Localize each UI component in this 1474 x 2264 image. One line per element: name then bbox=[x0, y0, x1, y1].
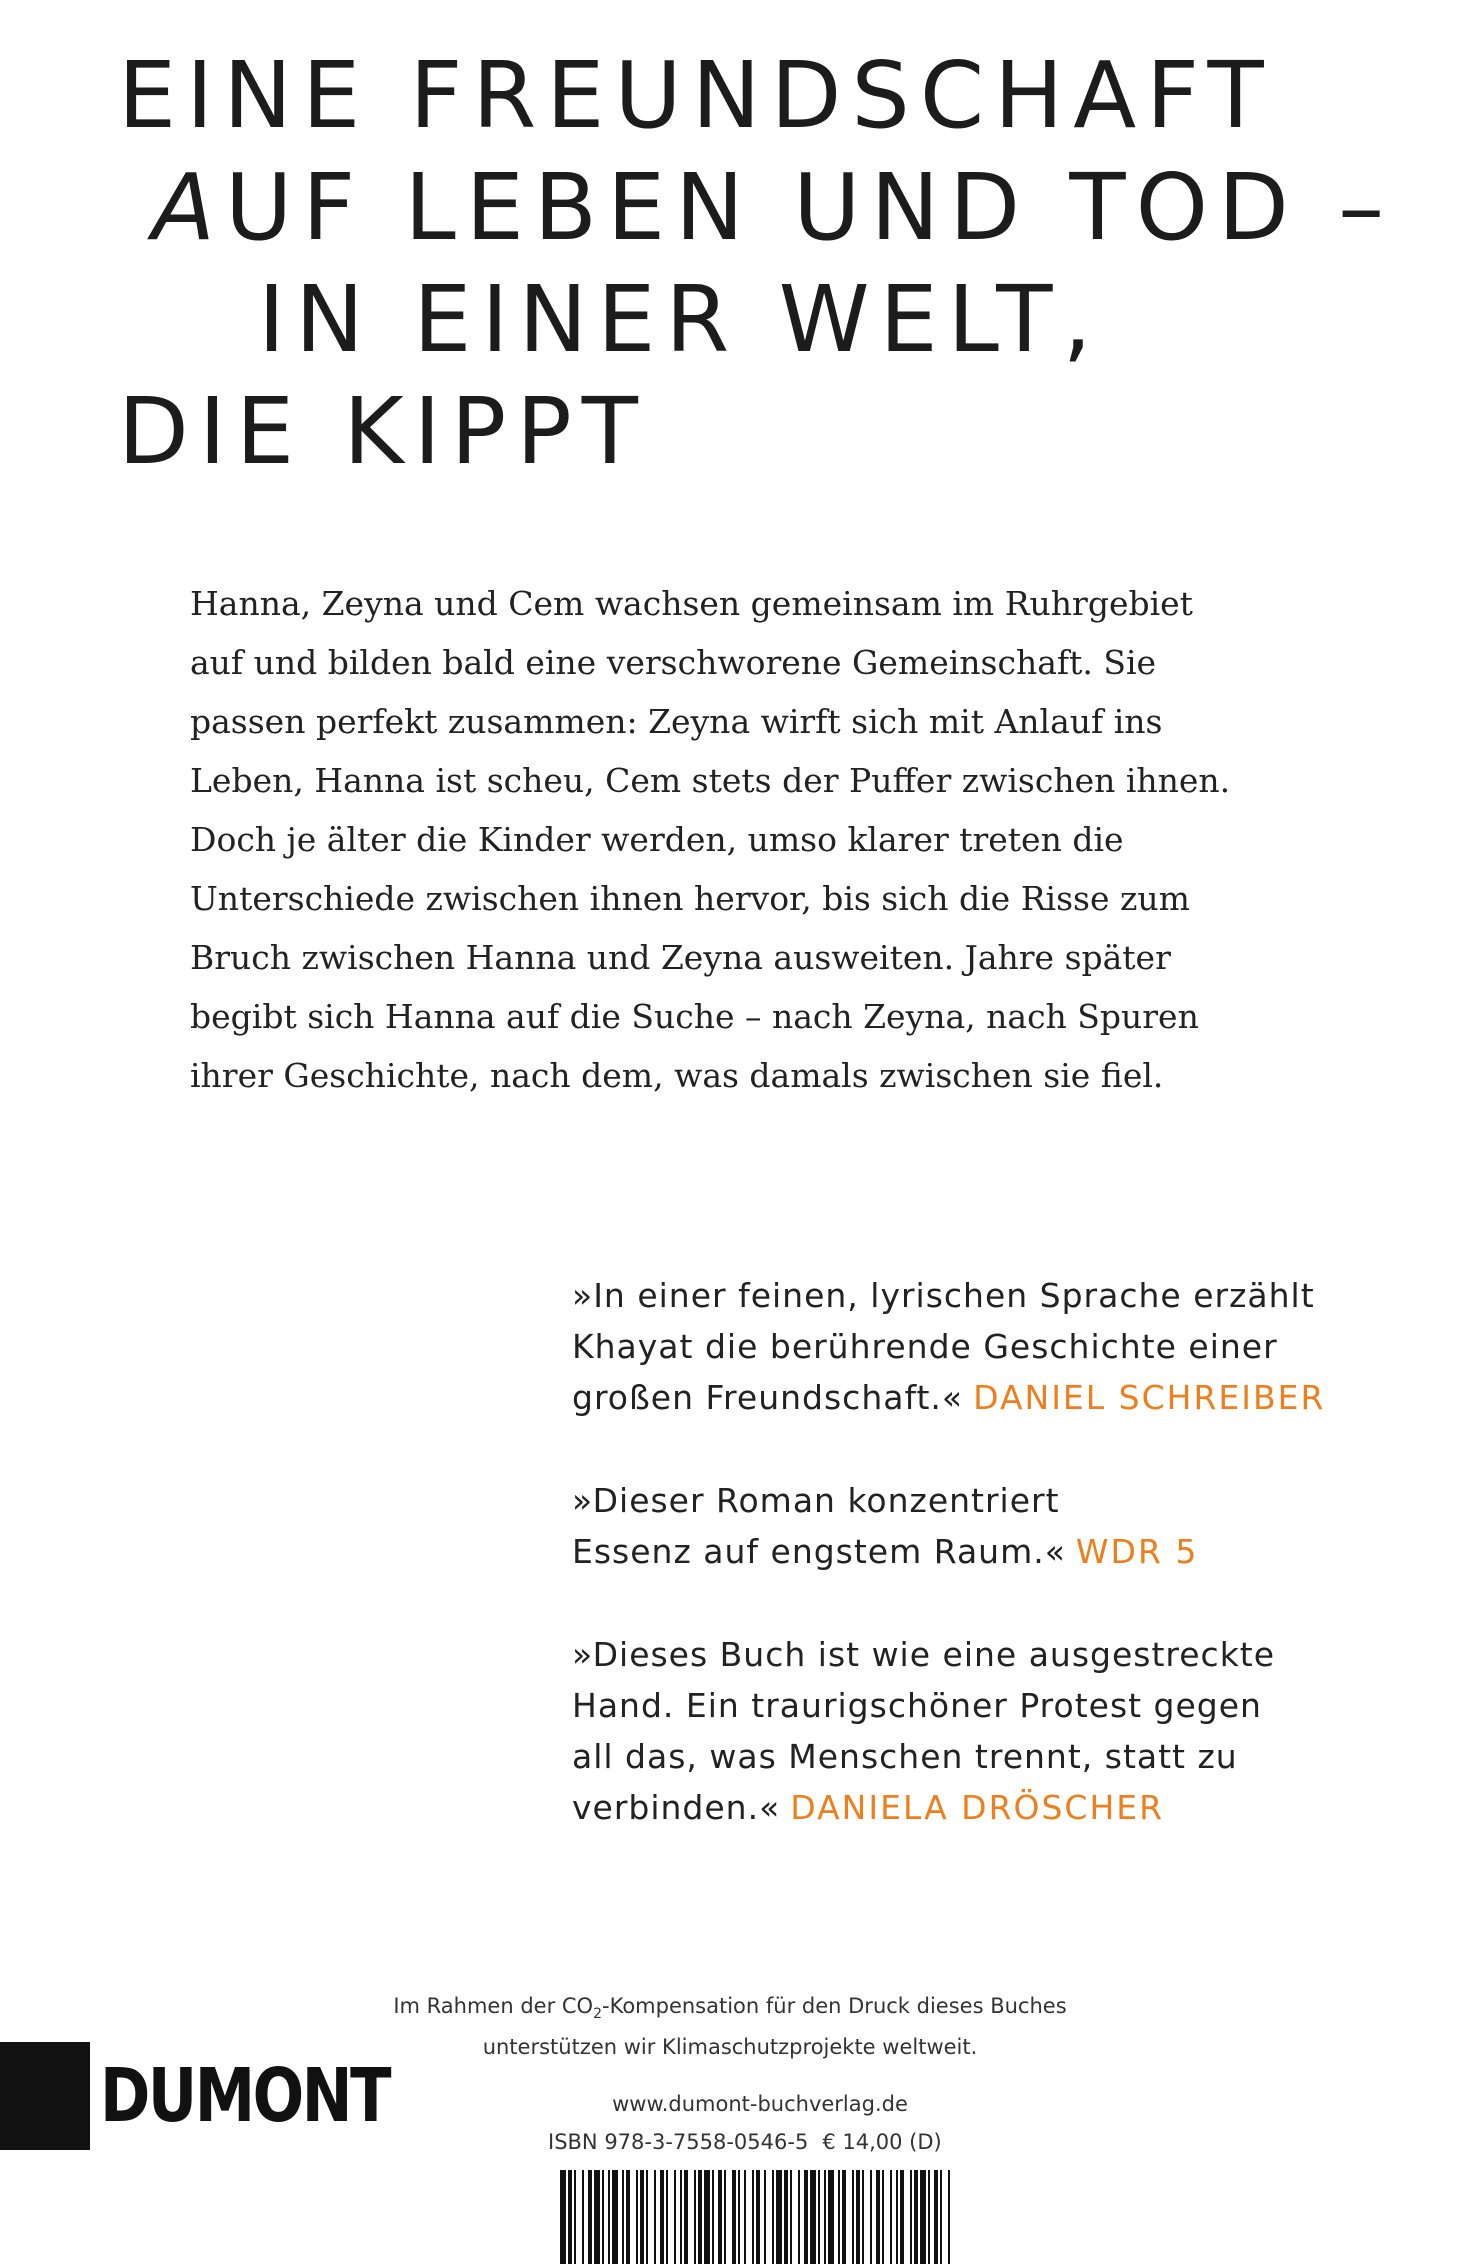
barcode-bar bbox=[824, 2170, 826, 2264]
quote-source: WDR 5 bbox=[1075, 1532, 1199, 1571]
climate-note-prefix: Im Rahmen der CO bbox=[393, 1994, 594, 2018]
barcode-bar bbox=[694, 2170, 696, 2264]
barcode-bar bbox=[828, 2170, 834, 2264]
barcode-bar bbox=[568, 2170, 572, 2264]
isbn: ISBN 978-3-7558-0546-5 bbox=[548, 2130, 809, 2154]
headline-line-2 bbox=[118, 152, 1394, 264]
climate-note-subscript: 2 bbox=[593, 2006, 603, 2023]
barcode-bar bbox=[838, 2170, 840, 2264]
barcode-bar bbox=[948, 2170, 950, 2264]
barcode-bar bbox=[582, 2170, 584, 2264]
barcode-bar bbox=[852, 2170, 854, 2264]
barcode-bar bbox=[910, 2170, 912, 2264]
barcode-bar bbox=[666, 2170, 668, 2264]
quote-text: »Dieser Roman konzentriert Essenz auf engstem Raum.« bbox=[572, 1481, 1066, 1571]
price: € 14,00 (D) bbox=[822, 2130, 942, 2154]
barcode-bar bbox=[724, 2170, 726, 2264]
barcode-bar bbox=[684, 2170, 688, 2264]
barcode-bar bbox=[712, 2170, 714, 2264]
barcode-bar bbox=[574, 2170, 576, 2264]
headline bbox=[118, 40, 1394, 488]
barcode-bar bbox=[900, 2170, 904, 2264]
barcode-bar bbox=[772, 2170, 774, 2264]
barcode-bar bbox=[856, 2170, 860, 2264]
barcode-bar bbox=[738, 2170, 740, 2264]
barcode-icon bbox=[560, 2170, 950, 2264]
barcode-bar bbox=[870, 2170, 872, 2264]
barcode-bar bbox=[818, 2170, 820, 2264]
barcode-bar bbox=[560, 2170, 566, 2264]
barcode-bar bbox=[718, 2170, 722, 2264]
barcode-bar bbox=[804, 2170, 808, 2264]
barcode-bar bbox=[882, 2170, 884, 2264]
review-quotes bbox=[572, 1270, 1392, 1885]
headline-line-2-rest: UF LEBEN UND TOD – bbox=[224, 154, 1395, 261]
barcode-bar bbox=[752, 2170, 754, 2264]
barcode-bar bbox=[934, 2170, 938, 2264]
climate-note-rest: -Kompensation für den Druck dieses Buches unterstützen wir Klimaschutzprojekte weltweit. bbox=[482, 1994, 1067, 2060]
barcode-bar bbox=[862, 2170, 864, 2264]
headline-line-3: IN EINER WELT, bbox=[258, 266, 1102, 373]
barcode-bar bbox=[790, 2170, 792, 2264]
barcode-bar bbox=[810, 2170, 816, 2264]
barcode-bar bbox=[612, 2170, 618, 2264]
barcode-bar bbox=[842, 2170, 846, 2264]
barcode-bar bbox=[654, 2170, 656, 2264]
barcode-bar bbox=[920, 2170, 926, 2264]
barcode-bar bbox=[674, 2170, 676, 2264]
headline-initial: A bbox=[152, 154, 225, 261]
headline-line-1: EINE FREUNDSCHAFT bbox=[118, 42, 1274, 149]
barcode-bar bbox=[636, 2170, 638, 2264]
quote-source: DANIELA DRÖSCHER bbox=[790, 1788, 1165, 1827]
barcode-bar bbox=[798, 2170, 800, 2264]
barcode-bar bbox=[764, 2170, 766, 2264]
barcode-bar bbox=[704, 2170, 710, 2264]
logo-bar bbox=[0, 2042, 90, 2150]
publisher-website: www.dumont-buchverlag.de bbox=[612, 2092, 908, 2116]
barcode-bar bbox=[622, 2170, 624, 2264]
barcode-bar bbox=[876, 2170, 880, 2264]
barcode-bar bbox=[914, 2170, 918, 2264]
barcode-bar bbox=[626, 2170, 630, 2264]
book-blurb: Hanna, Zeyna und Cem wachsen gemeinsam im Ruhrgebiet auf und bilden bald eine verschworene Gemeinschaft. Sie passen perfekt zusammen: Zeyna wirft sich mit Anlauf ins Leben, Hanna ist scheu, Cem stets der Puffer zwischen ihnen. Doch je älter die Kinder werden, umso klarer treten die Unterschiede zwischen ihnen hervor, bis sich die Risse zum Bruch zwischen Hanna und Zeyna ausweiten. Jahre später begibt sich Hanna auf die Suche – nach Zeyna, nach Spuren ihrer Geschichte, nach dem, was damals zwischen sie fiel. bbox=[190, 584, 1231, 1095]
barcode-bar bbox=[784, 2170, 788, 2264]
isbn-price-row bbox=[548, 2130, 942, 2154]
barcode-bar bbox=[940, 2170, 942, 2264]
quote-source: DANIEL SCHREIBER bbox=[973, 1378, 1326, 1417]
review-quote bbox=[572, 1475, 1392, 1577]
barcode-bar bbox=[928, 2170, 930, 2264]
barcode-bar bbox=[698, 2170, 702, 2264]
barcode-bar bbox=[776, 2170, 782, 2264]
review-quote bbox=[572, 1270, 1392, 1423]
barcode-bar bbox=[896, 2170, 898, 2264]
climate-note bbox=[380, 1990, 1080, 2064]
barcode-bar bbox=[608, 2170, 610, 2264]
barcode-bar bbox=[732, 2170, 736, 2264]
quote-text: »In einer feinen, lyrischen Sprache erzählt Khayat die berührende Geschichte einer großen Freundschaft.« bbox=[572, 1276, 1315, 1417]
barcode-bar bbox=[646, 2170, 648, 2264]
barcode-bar bbox=[744, 2170, 746, 2264]
review-quote bbox=[572, 1629, 1392, 1833]
barcode-bar bbox=[756, 2170, 760, 2264]
quote-text: »Dieses Buch ist wie eine ausgestreckte Hand. Ein traurigschöner Protest gegen all das, was Menschen trennt, statt zu verbinden.« bbox=[572, 1635, 1276, 1827]
barcode-bar bbox=[640, 2170, 644, 2264]
barcode-bar bbox=[680, 2170, 682, 2264]
headline-line-4: DIE KIPPT bbox=[118, 378, 648, 485]
barcode-bar bbox=[594, 2170, 600, 2264]
logo-text: DUMONT bbox=[100, 2053, 390, 2139]
publisher-logo bbox=[0, 2042, 452, 2150]
barcode-bar bbox=[660, 2170, 664, 2264]
barcode-bar bbox=[890, 2170, 892, 2264]
barcode-bar bbox=[602, 2170, 604, 2264]
barcode-bar bbox=[588, 2170, 592, 2264]
